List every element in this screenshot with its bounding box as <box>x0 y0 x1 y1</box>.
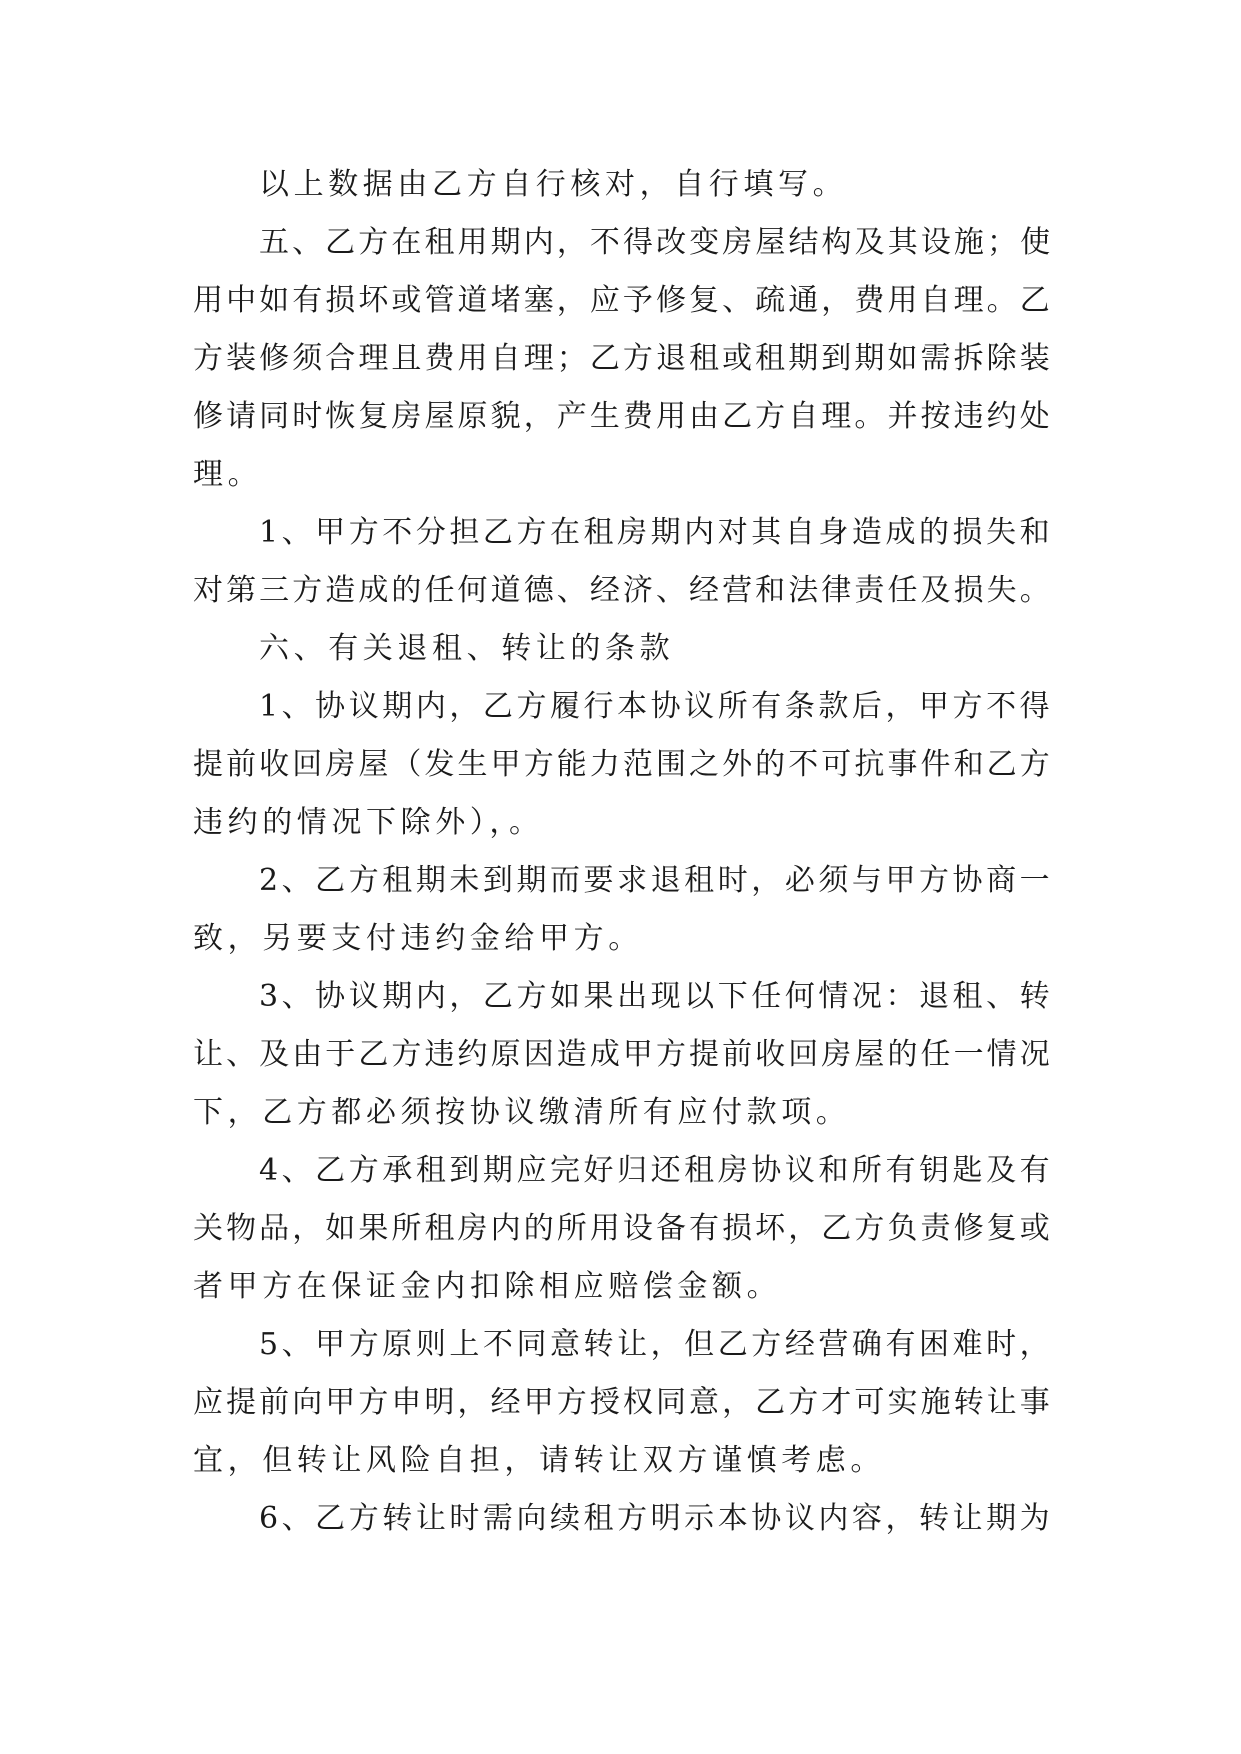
text-line: 让、及由于乙方违约原因造成甲方提前收回房屋的任一情况 <box>193 1037 1053 1072</box>
text-line: 2、乙方租期未到期而要求退租时，必须与甲方协商一 <box>259 863 1054 898</box>
text-line: 修请同时恢复房屋原貌，产生费用由乙方自理。并按违约处 <box>193 399 1053 434</box>
text-line: 关物品，如果所租房内的所用设备有损坏，乙方负责修复或 <box>193 1211 1053 1246</box>
text-line: 3、协议期内，乙方如果出现以下任何情况：退租、转 <box>259 979 1054 1014</box>
text-line: 宜，但转让风险自担，请转让双方谨慎考虑。 <box>193 1443 885 1478</box>
text-line: 五、乙方在租用期内，不得改变房屋结构及其设施；使 <box>259 225 1054 260</box>
paragraph <box>193 1316 1058 1490</box>
text-line: 方装修须合理且费用自理；乙方退租或租期到期如需拆除装 <box>193 341 1053 376</box>
text-line: 以上数据由乙方自行核对，自行填写。 <box>259 167 848 202</box>
text-line: 对第三方造成的任何道德、经济、经营和法律责任及损失。 <box>193 573 1053 608</box>
paragraph <box>193 1142 1058 1316</box>
paragraph <box>193 214 1058 504</box>
text-line: 理。 <box>193 457 263 492</box>
text-line: 应提前向甲方申明，经甲方授权同意，乙方才可实施转让事 <box>193 1385 1053 1420</box>
paragraph <box>193 852 1058 968</box>
text-line: 5、甲方原则上不同意转让，但乙方经营确有困难时， <box>259 1327 1054 1362</box>
text-line: 六、有关退租、转让的条款 <box>259 631 675 666</box>
text-line: 1、协议期内，乙方履行本协议所有条款后，甲方不得 <box>259 689 1054 724</box>
text-line: 提前收回房屋（发生甲方能力范围之外的不可抗事件和乙方 <box>193 747 1053 782</box>
paragraph <box>193 678 1058 852</box>
text-line: 4、乙方承租到期应完好归还租房协议和所有钥匙及有 <box>259 1153 1054 1188</box>
text-line: 致，另要支付违约金给甲方。 <box>193 921 643 956</box>
text-line: 6、乙方转让时需向续租方明示本协议内容，转让期为 <box>259 1501 1054 1536</box>
paragraph <box>193 156 1058 214</box>
paragraph <box>193 1490 1058 1548</box>
text-line: 违约的情况下除外），。 <box>193 805 544 840</box>
paragraph <box>193 968 1058 1142</box>
text-line: 用中如有损坏或管道堵塞，应予修复、疏通，费用自理。乙 <box>193 283 1053 318</box>
document-body <box>193 156 1058 1548</box>
text-line: 下，乙方都必须按协议缴清所有应付款项。 <box>193 1095 851 1130</box>
text-line: 1、甲方不分担乙方在租房期内对其自身造成的损失和 <box>259 515 1054 550</box>
paragraph <box>193 620 1058 678</box>
text-line: 者甲方在保证金内扣除相应赔偿金额。 <box>193 1269 782 1304</box>
paragraph <box>193 504 1058 620</box>
